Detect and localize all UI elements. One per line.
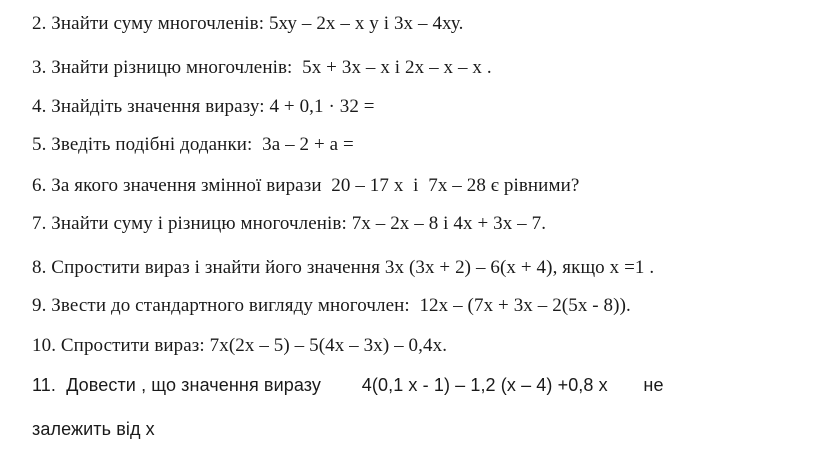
task-6: 6. За якого значення змінної вирази 20 – 17 х і 7х – 28 є рівними? bbox=[32, 175, 580, 196]
task-11-continuation: залежить від х bbox=[32, 419, 155, 439]
task-2: 2. Знайти суму многочленів: 5ху – 2х – х у і 3х – 4ху. bbox=[32, 13, 464, 34]
task-7: 7. Знайти суму і різницю многочленів: 7х – 2х – 8 і 4х + 3х – 7. bbox=[32, 213, 547, 234]
task-5: 5. Зведіть подібні доданки: 3а – 2 + а = bbox=[32, 134, 354, 155]
task-3: 3. Знайти різницю многочленів: 5х + 3х – х і 2х – х – х . bbox=[32, 57, 492, 78]
task-11: 11. Довести , що значення виразу 4(0,1 х - 1) – 1,2 (х – 4) +0,8 х не bbox=[32, 375, 664, 395]
task-8: 8. Спростити вираз і знайти його значення 3х (3х + 2) – 6(х + 4), якщо х =1 . bbox=[32, 257, 655, 278]
task-10: 10. Спростити вираз: 7х(2х – 5) – 5(4х – 3х) – 0,4х. bbox=[32, 335, 448, 356]
task-9: 9. Звести до стандартного вигляду многочлен: 12х – (7х + 3х – 2(5х - 8)). bbox=[32, 295, 631, 316]
task-4: 4. Знайдіть значення виразу: 4 + 0,1 · 32 = bbox=[32, 96, 375, 117]
